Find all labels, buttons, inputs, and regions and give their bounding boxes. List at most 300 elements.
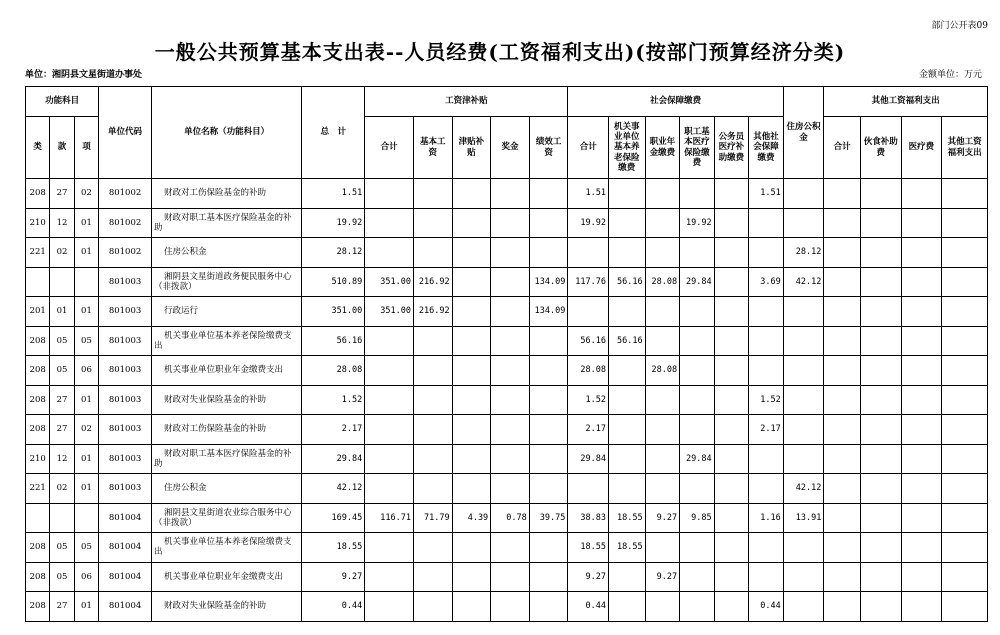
cell-kuan: 27: [50, 592, 74, 622]
cell-basic-wage: [414, 385, 453, 415]
cell-total: 19.92: [302, 208, 365, 238]
cell-basic-wage: [414, 533, 453, 563]
cell-meal: [860, 533, 901, 563]
cell-medical-fee: [901, 562, 942, 592]
cell-kuan: 27: [50, 179, 74, 209]
cell-medical-fee: [901, 474, 942, 504]
cell-annuity: [645, 444, 680, 474]
cell-other-social: 1.52: [749, 385, 784, 415]
cell-bonus: [491, 238, 530, 268]
cell-medical: [680, 326, 715, 356]
cell-meal: [860, 297, 901, 327]
cell-lei: 208: [26, 356, 50, 386]
cell-annuity: [645, 474, 680, 504]
header-group-wage: 工资津补贴: [365, 87, 568, 117]
cell-kuan: [50, 267, 74, 297]
cell-other-welfare: [942, 415, 988, 445]
cell-perf-wage: 134.09: [529, 297, 568, 327]
cell-social-subtotal: [568, 474, 609, 504]
header-unit-code: 单位代码: [99, 87, 152, 179]
cell-basic-wage: [414, 356, 453, 386]
cell-xiang: 05: [74, 533, 98, 563]
cell-other-social: 0.44: [749, 592, 784, 622]
cell-medical: [680, 533, 715, 563]
header-other-welfare: 其他工资福利支出: [942, 117, 988, 179]
cell-allowance: [452, 208, 491, 238]
cell-allowance: [452, 238, 491, 268]
cell-civil-medical: [714, 326, 749, 356]
cell-kuan: 05: [50, 562, 74, 592]
cell-allowance: [452, 385, 491, 415]
cell-total: 351.00: [302, 297, 365, 327]
cell-civil-medical: [714, 385, 749, 415]
cell-meal: [860, 238, 901, 268]
table-row: [26, 238, 988, 268]
cell-unit-code: 801003: [99, 356, 152, 386]
cell-perf-wage: [529, 385, 568, 415]
cell-annuity: [645, 415, 680, 445]
cell-xiang: 01: [74, 474, 98, 504]
cell-unit-name: 机关事业单位职业年金缴费支出: [151, 562, 301, 592]
cell-civil-medical: [714, 444, 749, 474]
cell-other-social: 1.16: [749, 503, 784, 533]
cell-civil-medical: [714, 267, 749, 297]
cell-unit-code: 801002: [99, 208, 152, 238]
cell-annuity: [645, 208, 680, 238]
cell-social-subtotal: 28.08: [568, 356, 609, 386]
cell-other-subtotal: [824, 474, 861, 504]
cell-kuan: 02: [50, 238, 74, 268]
cell-xiang: 01: [74, 208, 98, 238]
cell-other-subtotal: [824, 297, 861, 327]
cell-housing: 13.91: [783, 503, 824, 533]
cell-bonus: [491, 326, 530, 356]
cell-civil-medical: [714, 562, 749, 592]
cell-kuan: 05: [50, 533, 74, 563]
cell-lei: [26, 267, 50, 297]
cell-other-subtotal: [824, 592, 861, 622]
cell-meal: [860, 474, 901, 504]
cell-medical: [680, 356, 715, 386]
cell-other-subtotal: [824, 415, 861, 445]
cell-housing: [783, 297, 824, 327]
cell-social-subtotal: 9.27: [568, 562, 609, 592]
cell-pension: [609, 415, 646, 445]
cell-meal: [860, 503, 901, 533]
cell-allowance: [452, 592, 491, 622]
cell-housing: 42.12: [783, 474, 824, 504]
cell-total: 0.44: [302, 592, 365, 622]
cell-other-social: [749, 208, 784, 238]
cell-kuan: 05: [50, 326, 74, 356]
cell-other-subtotal: [824, 179, 861, 209]
table-row: [26, 297, 988, 327]
cell-other-welfare: [942, 179, 988, 209]
cell-allowance: [452, 415, 491, 445]
cell-unit-name: 财政对职工基本医疗保险基金的补助: [151, 444, 301, 474]
cell-allowance: 4.39: [452, 503, 491, 533]
table-row: [26, 179, 988, 209]
cell-perf-wage: 134.09: [529, 267, 568, 297]
cell-pension: [609, 385, 646, 415]
cell-civil-medical: [714, 238, 749, 268]
table-row: [26, 326, 988, 356]
header-func-subject: 功能科目: [26, 87, 99, 117]
cell-medical-fee: [901, 267, 942, 297]
cell-other-social: 3.69: [749, 267, 784, 297]
cell-other-welfare: [942, 592, 988, 622]
cell-pension: [609, 238, 646, 268]
cell-other-welfare: [942, 356, 988, 386]
cell-lei: 208: [26, 415, 50, 445]
table-row: [26, 444, 988, 474]
cell-total: 56.16: [302, 326, 365, 356]
cell-lei: 210: [26, 444, 50, 474]
cell-meal: [860, 562, 901, 592]
cell-basic-wage: [414, 326, 453, 356]
table-row: [26, 385, 988, 415]
cell-other-welfare: [942, 238, 988, 268]
header-meal: 伙食补助费: [860, 117, 901, 179]
cell-perf-wage: 39.75: [529, 503, 568, 533]
cell-perf-wage: [529, 179, 568, 209]
cell-unit-name: 财政对失业保险基金的补助: [151, 385, 301, 415]
cell-wage-subtotal: [365, 208, 414, 238]
header-kuan: 款: [50, 117, 74, 179]
cell-wage-subtotal: [365, 356, 414, 386]
cell-bonus: [491, 562, 530, 592]
cell-pension: [609, 444, 646, 474]
cell-perf-wage: [529, 208, 568, 238]
cell-basic-wage: 216.92: [414, 267, 453, 297]
cell-unit-name: 财政对工伤保险基金的补助: [151, 179, 301, 209]
cell-unit-code: 801003: [99, 267, 152, 297]
cell-unit-name: 机关事业单位基本养老保险缴费支出: [151, 533, 301, 563]
cell-bonus: [491, 444, 530, 474]
cell-housing: [783, 562, 824, 592]
cell-total: 29.84: [302, 444, 365, 474]
cell-medical-fee: [901, 444, 942, 474]
cell-other-welfare: [942, 503, 988, 533]
cell-bonus: 0.78: [491, 503, 530, 533]
cell-xiang: 01: [74, 297, 98, 327]
cell-other-subtotal: [824, 562, 861, 592]
header-annuity: 职业年金缴费: [645, 117, 680, 179]
header-social-subtotal: 合计: [568, 117, 609, 179]
header-xiang: 项: [74, 117, 98, 179]
cell-xiang: 06: [74, 356, 98, 386]
cell-xiang: 01: [74, 592, 98, 622]
header-allowance: 津贴补贴: [452, 117, 491, 179]
cell-xiang: [74, 503, 98, 533]
cell-total: 2.17: [302, 415, 365, 445]
cell-kuan: 05: [50, 356, 74, 386]
header-other-subtotal: 合计: [824, 117, 861, 179]
cell-bonus: [491, 474, 530, 504]
cell-unit-name: 湘阴县文星街道农业综合服务中心（非拨款）: [151, 503, 301, 533]
cell-unit-name: 机关事业单位基本养老保险缴费支出: [151, 326, 301, 356]
cell-bonus: [491, 179, 530, 209]
cell-wage-subtotal: [365, 179, 414, 209]
cell-annuity: [645, 326, 680, 356]
cell-civil-medical: [714, 297, 749, 327]
cell-medical: 19.92: [680, 208, 715, 238]
cell-other-social: [749, 356, 784, 386]
cell-other-welfare: [942, 533, 988, 563]
cell-meal: [860, 326, 901, 356]
cell-medical-fee: [901, 592, 942, 622]
cell-housing: [783, 356, 824, 386]
cell-annuity: 9.27: [645, 562, 680, 592]
cell-social-subtotal: 117.76: [568, 267, 609, 297]
cell-pension: [609, 562, 646, 592]
cell-meal: [860, 385, 901, 415]
cell-wage-subtotal: [365, 238, 414, 268]
cell-pension: [609, 356, 646, 386]
table-row: [26, 356, 988, 386]
cell-total: 169.45: [302, 503, 365, 533]
cell-allowance: [452, 297, 491, 327]
header-civil-medical: 公务员医疗补助缴费: [714, 117, 749, 179]
header-row-1: [26, 87, 988, 117]
cell-meal: [860, 592, 901, 622]
cell-civil-medical: [714, 208, 749, 238]
cell-allowance: [452, 444, 491, 474]
cell-xiang: 05: [74, 326, 98, 356]
cell-total: 9.27: [302, 562, 365, 592]
cell-medical: [680, 179, 715, 209]
cell-other-social: [749, 326, 784, 356]
cell-wage-subtotal: [365, 444, 414, 474]
cell-unit-code: 801002: [99, 238, 152, 268]
cell-social-subtotal: 29.84: [568, 444, 609, 474]
header-other-social: 其他社会保障缴费: [749, 117, 784, 179]
cell-other-social: [749, 533, 784, 563]
cell-lei: 208: [26, 179, 50, 209]
cell-medical-fee: [901, 179, 942, 209]
cell-pension: [609, 179, 646, 209]
cell-medical: [680, 238, 715, 268]
cell-kuan: 27: [50, 385, 74, 415]
cell-other-welfare: [942, 297, 988, 327]
cell-other-welfare: [942, 208, 988, 238]
cell-lei: 208: [26, 562, 50, 592]
cell-social-subtotal: 1.52: [568, 385, 609, 415]
cell-unit-code: 801003: [99, 385, 152, 415]
cell-xiang: [74, 267, 98, 297]
cell-total: 1.52: [302, 385, 365, 415]
cell-lei: 201: [26, 297, 50, 327]
cell-social-subtotal: 0.44: [568, 592, 609, 622]
cell-housing: 42.12: [783, 267, 824, 297]
cell-pension: [609, 592, 646, 622]
cell-bonus: [491, 297, 530, 327]
cell-meal: [860, 179, 901, 209]
cell-basic-wage: [414, 592, 453, 622]
cell-annuity: [645, 385, 680, 415]
cell-kuan: [50, 503, 74, 533]
cell-housing: 28.12: [783, 238, 824, 268]
table-row: [26, 533, 988, 563]
cell-housing: [783, 179, 824, 209]
cell-xiang: 06: [74, 562, 98, 592]
header-wage-subtotal: 合计: [365, 117, 414, 179]
cell-civil-medical: [714, 533, 749, 563]
cell-wage-subtotal: [365, 592, 414, 622]
cell-medical-fee: [901, 356, 942, 386]
header-medical: 职工基本医疗保险缴费: [680, 117, 715, 179]
cell-lei: 208: [26, 385, 50, 415]
table-body: [26, 179, 988, 622]
cell-other-subtotal: [824, 267, 861, 297]
cell-medical: 9.85: [680, 503, 715, 533]
cell-other-welfare: [942, 474, 988, 504]
cell-annuity: [645, 238, 680, 268]
cell-allowance: [452, 562, 491, 592]
cell-bonus: [491, 533, 530, 563]
cell-bonus: [491, 415, 530, 445]
page-title: 一般公共预算基本支出表--人员经费(工资福利支出)(按部门预算经济分类): [154, 40, 846, 64]
cell-civil-medical: [714, 592, 749, 622]
cell-other-welfare: [942, 326, 988, 356]
cell-allowance: [452, 356, 491, 386]
cell-annuity: [645, 592, 680, 622]
cell-xiang: 01: [74, 444, 98, 474]
cell-other-subtotal: [824, 326, 861, 356]
table-reference-number: 部门公开表09: [931, 21, 988, 31]
cell-total: 42.12: [302, 474, 365, 504]
cell-kuan: 27: [50, 415, 74, 445]
cell-civil-medical: [714, 474, 749, 504]
cell-total: 510.89: [302, 267, 365, 297]
cell-perf-wage: [529, 562, 568, 592]
header-group-other: 其他工资福利支出: [824, 87, 988, 117]
header-pension: 机关事业单位基本养老保险缴费: [609, 117, 646, 179]
table-row: [26, 592, 988, 622]
cell-pension: [609, 208, 646, 238]
cell-medical: [680, 474, 715, 504]
table-row: [26, 267, 988, 297]
cell-wage-subtotal: [365, 533, 414, 563]
cell-bonus: [491, 592, 530, 622]
cell-kuan: 12: [50, 444, 74, 474]
cell-other-social: [749, 474, 784, 504]
cell-other-social: [749, 238, 784, 268]
header-group-social: 社会保障缴费: [568, 87, 783, 117]
cell-medical: [680, 562, 715, 592]
cell-basic-wage: [414, 562, 453, 592]
cell-bonus: [491, 356, 530, 386]
cell-lei: [26, 503, 50, 533]
header-total: 总 计: [302, 87, 365, 179]
cell-unit-code: 801003: [99, 444, 152, 474]
cell-kuan: 01: [50, 297, 74, 327]
cell-medical: 29.84: [680, 444, 715, 474]
cell-medical: [680, 385, 715, 415]
cell-unit-code: 801004: [99, 533, 152, 563]
cell-annuity: 9.27: [645, 503, 680, 533]
cell-medical: [680, 297, 715, 327]
cell-xiang: 02: [74, 415, 98, 445]
cell-unit-code: 801004: [99, 592, 152, 622]
cell-social-subtotal: 19.92: [568, 208, 609, 238]
cell-housing: [783, 415, 824, 445]
cell-medical: [680, 415, 715, 445]
table-row: [26, 562, 988, 592]
budget-table: [25, 86, 988, 622]
cell-unit-name: 湘阴县文星街道政务便民服务中心（非拨款）: [151, 267, 301, 297]
cell-social-subtotal: 18.55: [568, 533, 609, 563]
cell-allowance: [452, 533, 491, 563]
cell-wage-subtotal: 116.71: [365, 503, 414, 533]
cell-meal: [860, 444, 901, 474]
cell-lei: 221: [26, 474, 50, 504]
header-unit-name: 单位名称（功能科目）: [151, 87, 301, 179]
cell-unit-code: 801003: [99, 297, 152, 327]
cell-lei: 208: [26, 592, 50, 622]
cell-other-social: 2.17: [749, 415, 784, 445]
cell-other-subtotal: [824, 238, 861, 268]
cell-allowance: [452, 267, 491, 297]
header-lei: 类: [26, 117, 50, 179]
cell-social-subtotal: 1.51: [568, 179, 609, 209]
cell-annuity: [645, 533, 680, 563]
cell-medical-fee: [901, 297, 942, 327]
cell-unit-name: 住房公积金: [151, 474, 301, 504]
cell-unit-name: 财政对工伤保险基金的补助: [151, 415, 301, 445]
cell-pension: [609, 297, 646, 327]
cell-pension: [609, 474, 646, 504]
cell-lei: 208: [26, 533, 50, 563]
cell-unit-name: 财政对失业保险基金的补助: [151, 592, 301, 622]
cell-bonus: [491, 385, 530, 415]
cell-allowance: [452, 179, 491, 209]
cell-medical-fee: [901, 503, 942, 533]
cell-basic-wage: [414, 415, 453, 445]
cell-pension: 56.16: [609, 326, 646, 356]
cell-unit-code: 801004: [99, 562, 152, 592]
cell-other-subtotal: [824, 533, 861, 563]
cell-medical-fee: [901, 385, 942, 415]
cell-basic-wage: 216.92: [414, 297, 453, 327]
table-row: [26, 474, 988, 504]
cell-unit-code: 801003: [99, 326, 152, 356]
cell-other-subtotal: [824, 385, 861, 415]
cell-perf-wage: [529, 533, 568, 563]
cell-perf-wage: [529, 238, 568, 268]
cell-civil-medical: [714, 356, 749, 386]
cell-kuan: 02: [50, 474, 74, 504]
cell-other-welfare: [942, 562, 988, 592]
cell-unit-code: 801003: [99, 474, 152, 504]
cell-perf-wage: [529, 444, 568, 474]
cell-medical-fee: [901, 238, 942, 268]
cell-annuity: [645, 297, 680, 327]
cell-annuity: [645, 179, 680, 209]
cell-unit-code: 801002: [99, 179, 152, 209]
cell-medical-fee: [901, 208, 942, 238]
cell-other-subtotal: [824, 208, 861, 238]
cell-unit-name: 机关事业单位职业年金缴费支出: [151, 356, 301, 386]
cell-meal: [860, 415, 901, 445]
cell-meal: [860, 356, 901, 386]
table-row: [26, 415, 988, 445]
cell-wage-subtotal: [365, 385, 414, 415]
cell-bonus: [491, 267, 530, 297]
header-housing: 住房公积金: [783, 87, 824, 179]
cell-xiang: 01: [74, 238, 98, 268]
cell-civil-medical: [714, 179, 749, 209]
